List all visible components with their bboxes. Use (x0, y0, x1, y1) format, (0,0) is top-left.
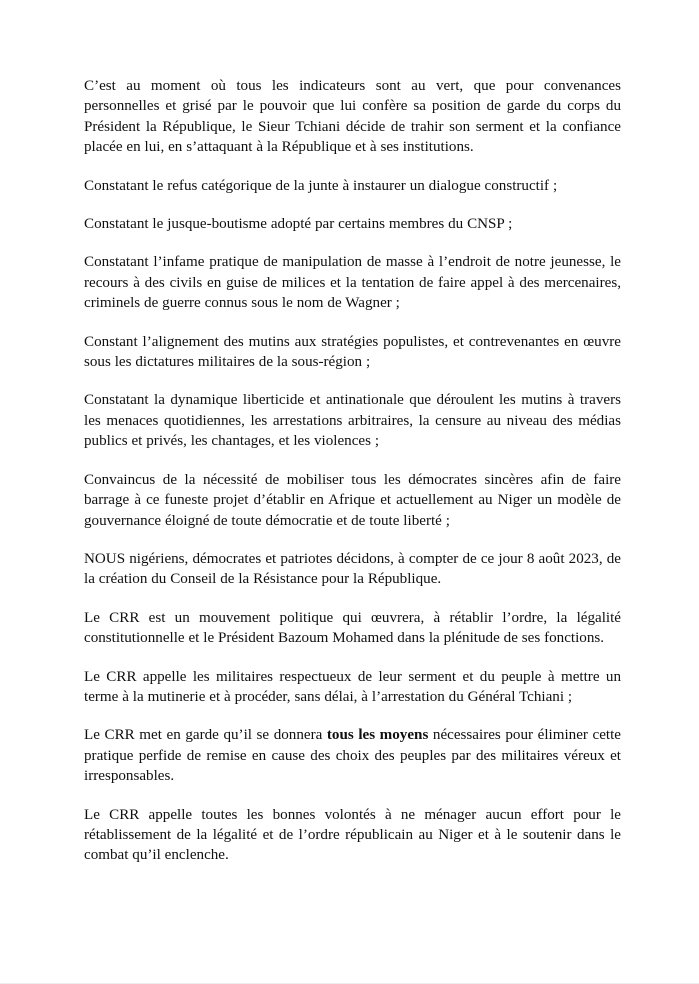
paragraph (84, 725, 621, 786)
paragraph: Constatant le refus catégorique de la junte à instaurer un dialogue constructif ; (84, 177, 558, 194)
paragraph: NOUS nigériens, démocrates et patriotes décidons, à compter de ce jour 8 août 2023, de la création du Conseil de la Résistance pour la République. (84, 550, 621, 588)
paragraph: Le CRR appelle toutes les bonnes volontés à ne ménager aucun effort pour le rétablissement de la légalité et de l’ordre républicain au Niger et à le soutenir dans le combat qu’il enclenche. (84, 806, 621, 864)
paragraph: Constant l’alignement des mutins aux stratégies populistes, et contrevenantes en œuvre sous les dictatures militaires de la sous-région ; (84, 333, 621, 371)
paragraph: Constatant la dynamique liberticide et antinationale que déroulent les mutins à travers les menaces quotidiennes, les arrestations arbitraires, la censure au niveau des médias publics et privés, les chantages, et les violences ; (84, 392, 621, 450)
paragraph: Le CRR appelle les militaires respectueux de leur serment et du peuple à mettre un terme à la mutinerie et à procéder, sans délai, à l’arrestation du Général Tchiani ; (84, 668, 621, 705)
text-run: nécessaires pour éliminer cette pratique perfide de remise en cause des choix des peuples par des militaires véreux et irresponsables. (84, 727, 621, 785)
emphasized-text: tous les moyens (326, 727, 429, 744)
paragraph: Constatant le jusque-boutisme adopté par certains membres du CNSP ; (84, 216, 513, 233)
document-body (84, 76, 621, 866)
text-run: Le CRR met en garde qu’il se donnera (84, 727, 327, 744)
paragraph: Le CRR est un mouvement politique qui œuvrera, à rétablir l’ordre, la légalité constitutionnelle et le Président Bazoum Mohamed dans la plénitude de ses fonctions. (84, 609, 621, 647)
paragraph: Convaincus de la nécessité de mobiliser tous les démocrates sincères afin de faire barrage à ce funeste projet d’établir en Afrique et actuellement au Niger un modèle de gouvernance éloigné de toute démocratie et de toute liberté ; (84, 471, 621, 529)
paragraph: C’est au moment où tous les indicateurs sont au vert, que pour convenances personnelles et grisé par le pouvoir que lui confère sa position de garde du corps du Président la République, le Sieur Tchiani décide de trahir son serment et la confiance placée en lui, en s’attaquant à la République et à ses institutions. (84, 78, 621, 156)
paragraph: Constatant l’infame pratique de manipulation de masse à l’endroit de notre jeunesse, le recours à des civils en guise de milices et la tentation de faire appel à des mercenaires, criminels de guerre connus sous le nom de Wagner ; (84, 254, 621, 312)
